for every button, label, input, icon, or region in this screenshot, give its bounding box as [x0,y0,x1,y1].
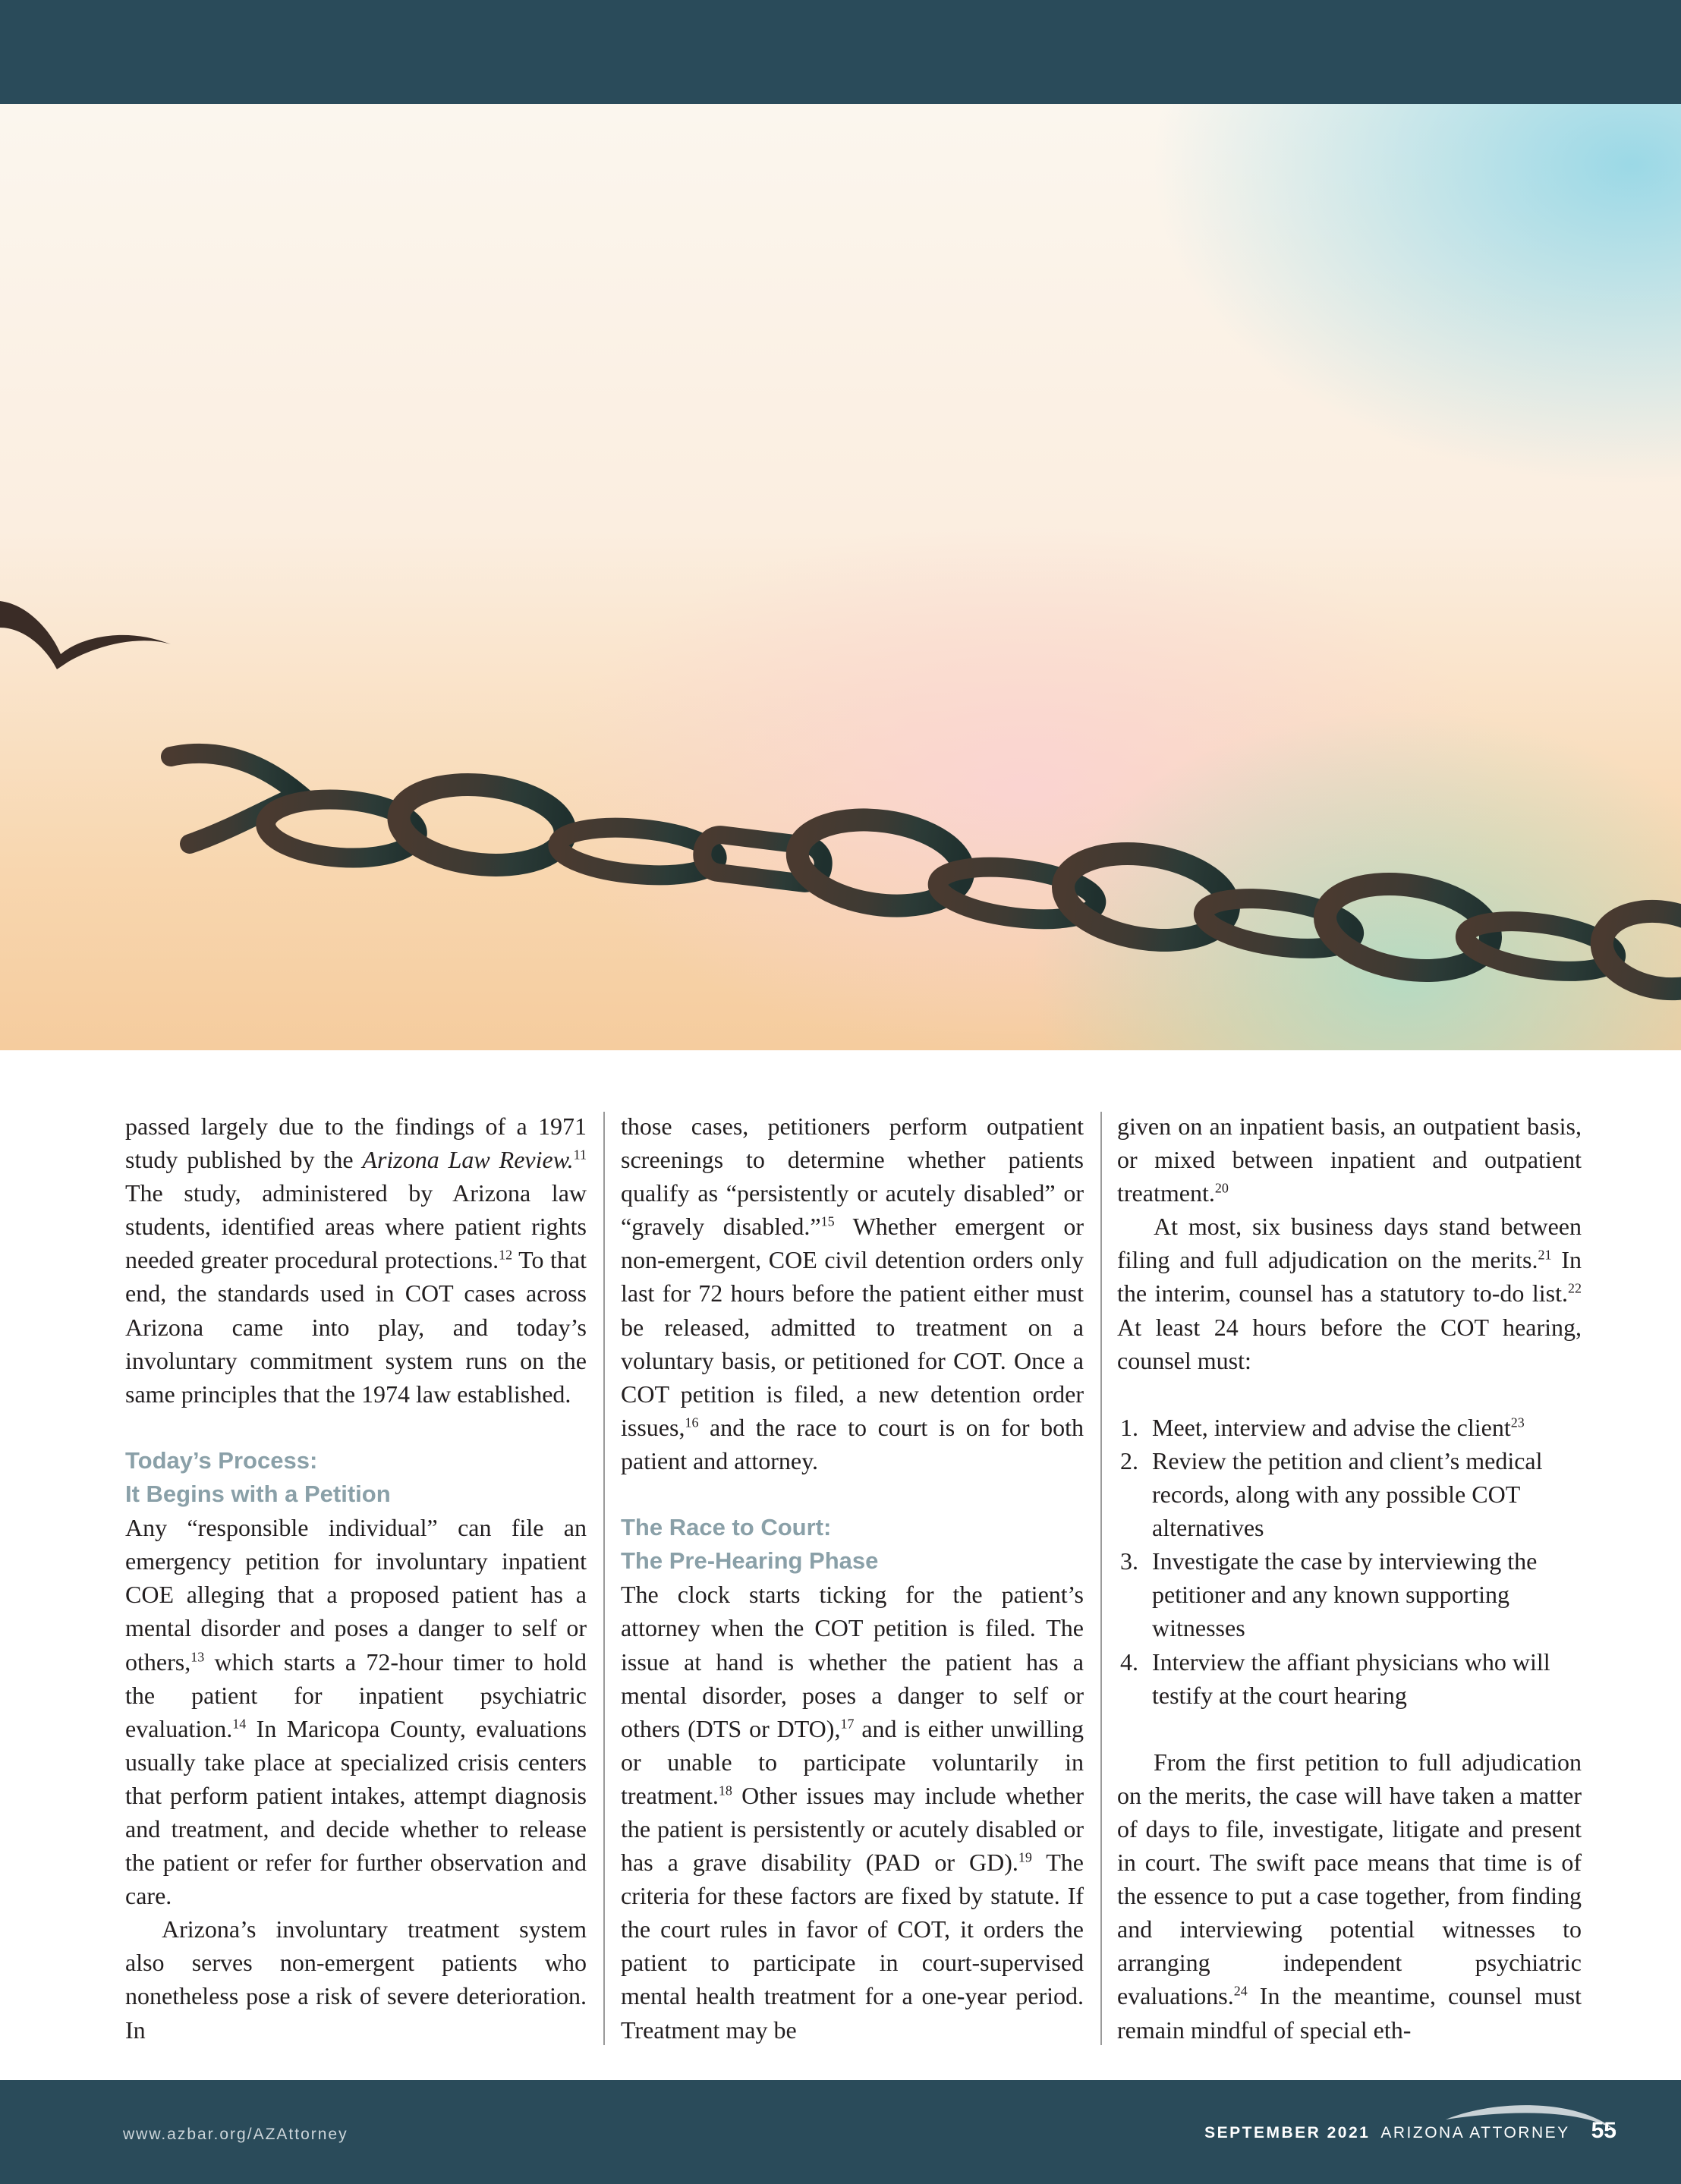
section-heading: Today’s Process: [125,1446,318,1474]
counsel-todo-list [1117,1411,1582,1712]
hero-photo [0,104,1681,1050]
paragraph: Any “responsible individual” can file an emergency petition for involuntary inpatient COE alleging that a proposed patient has a mental disorder and poses a danger to self or others,$^{13}$ which starts a 72-hour timer to hold the patient for inpatient psychiatric evaluation.$^{14}$ In Maricopa County, evaluations usually take place at specialized crisis centers that perform patient intakes, attempt diagnosis and treatment, and decide whether to release the patient or refer for further observation and care. [125,1514,587,1910]
bird-silhouette [0,601,171,669]
column-3 [1117,1109,1582,2047]
column-1 [125,1109,587,2047]
column-rule-2 [1100,1112,1102,2045]
column-2 [621,1109,1084,2047]
paragraph: passed largely due to the findings of a 1971 study published by the Arizona Law Review.$^{11}$ The study, administered by Arizona law students, identified areas where patient rights needed greater procedural protections.$^{12}$ To that end, the standards used in COT cases across Arizona came into play, and today’s involuntary commitment system runs on the same principles that the 1974 law established. [125,1112,587,1408]
paragraph: given on an inpatient basis, an outpatient basis, or mixed between inpatient and outpatient treatment.$^{20}$ [1117,1112,1582,1207]
broken-chain-illustration [0,104,1681,1050]
list-item: 3. Investigate the case by interviewing the petitioner and any known supporting witnesses [1120,1547,1538,1642]
column-rule-1 [603,1112,605,2045]
paragraph: those cases, petitioners perform outpatient screenings to determine whether patients qualify as “persistently or acutely disabled” or “gravely disabled.”$^{15}$ Whether emergent or non-emergent, COE civil detention orders only last for 72 hours before the patient either must be released, admitted to treatment on a voluntary basis, or petitioned for COT. Once a COT petition is filed, a new detention order issues,$^{16}$ and the race to court is on for both patient and attorney. [621,1112,1084,1474]
publication-name: ARIZONA ATTORNEY [1380,2124,1570,2142]
list-item: 4. Interview the affiant physicians who will testify at the court hearing [1120,1647,1550,1709]
footer-url[interactable]: www.azbar.org/AZAttorney [123,2126,348,2143]
chain [171,754,1681,998]
list-item: 2. Review the petition and client’s medical records, along with any possible COT alternatives [1120,1446,1543,1542]
paragraph: Arizona’s involuntary treatment system also serves non-emergent patients who nonetheless pose a risk of severe deterioration. In [125,1915,587,2044]
footer-band [0,2080,1681,2184]
top-color-band [0,0,1681,104]
list-item: 1. Meet, interview and advise the client$^{23}$ [1120,1413,1525,1441]
paragraph: The clock starts ticking for the patient’s attorney when the COT petition is filed. The issue at hand is whether the patient has a mental disorder, poses a danger to self or others (DTS or DTO),$^{17}$ and is either unwilling or unable to participate voluntarily in treatment.$^{18}$ Other issues may include whether the patient is persistently or acutely disabled or has a grave disability (PAD or GD).$^{19}$ The criteria for these factors are fixed by statute. If the court rules in favor of COT, it orders the patient to participate in court-supervised mental health treatment for a one-year period. Treatment may be [621,1581,1084,2044]
issue-date: SEPTEMBER 2021 [1204,2124,1371,2142]
page-number: 55 [1591,2118,1616,2143]
section-heading: The Race to Court: [621,1514,832,1541]
paragraph: From the first petition to full adjudication on the merits, the case will have taken a matter of days to file, investigate, litigate and present in court. The swift pace means that time is of the essence to put a case together, from finding and interviewing potential witnesses to arranging independent psychiatric evaluations.$^{24}$ In the meantime, counsel must remain mindful of special eth- [1117,1748,1582,2044]
section-subheading: It Begins with a Petition [125,1481,391,1508]
paragraph: At most, six business days stand between filing and full adjudication on the merits.$^{21}$ In the interim, counsel has a statutory to-do list.$^{22}$ At least 24 hours before the COT hearing, counsel must: [1117,1213,1582,1374]
footer-issue-info [1204,2118,1616,2144]
section-subheading: The Pre-Hearing Phase [621,1547,879,1575]
